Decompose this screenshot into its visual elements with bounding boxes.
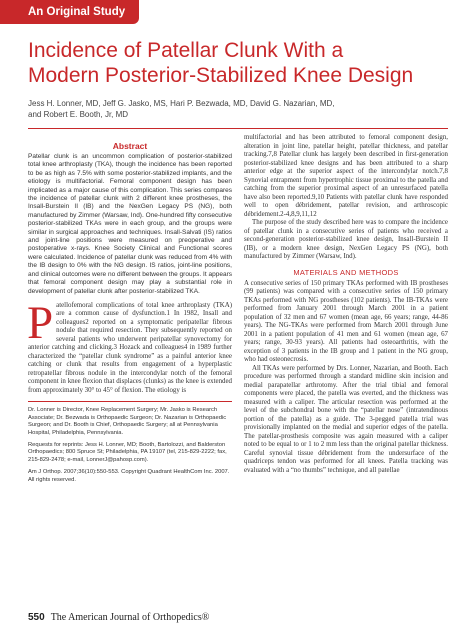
intro-section <box>27 296 232 396</box>
header-divider <box>28 128 448 129</box>
drop-cap: P <box>27 296 54 349</box>
page-footer <box>28 612 209 623</box>
body-paragraph: All TKAs were performed by Drs. Lonner, Nazarian, and Booth. Each procedure was performed through a standard midline skin incision and medial parapatellar arthrotomy. After the trial tibial and femoral components were placed, the patella was everted, and the thickness was measured with a caliper. The articular resection was performed at the level of the subchondral bone with the “patellar nose” (intratendinous portion of the patella) as a guide. The 3-pegged patella trial was provisionally implanted on the medial and superior edges of the patella. The patellar-prosthesis composite was again measured with a caliper noted to be equal to or 1 to 2 mm less than the original patellar thickness. Careful synovial tissue débridement from the undersurface of the quadriceps tendon was performed for all knees. Patella tracking was evaluated with a “no thumbs” technique, and all patellae <box>244 364 448 474</box>
page-number: 550 <box>28 612 45 623</box>
abstract-heading: Abstract <box>112 141 148 151</box>
body-paragraph: A consecutive series of 150 primary TKAs performed with IB prostheses (99 patients) was compared with a consecutive series of 150 primary TKAs performed with NG prostheses (102 patients). The IB-TKAs were performed from January 2001 through March 2001 in a patient population of 32 men and 67 women (mean age, 66 years; range, 44-86 years). The NG-TKAs were performed from March 2001 through June 2001 in a patient population of 41 men and 61 women (mean age, 67 years; range, 30-93 years). All patients had osteoarthritis, with the exception of 3 patients in the IB group and 1 patient in the NG group, who had osteonecrosis. <box>244 279 448 363</box>
body-paragraph: The purpose of the study described here was to compare the incidence of patellar clunk in a consecutive series of patients who received a second-generation posterior-stabilized knee design, Insall-Burstein II (IB), or a modern knee design, NexGen Legacy PS (NG), both manufactured by Zimmer (Warsaw, Ind). <box>244 219 448 260</box>
title-line: Incidence of Patellar Clunk With a <box>28 39 344 62</box>
affiliations-block <box>28 407 232 484</box>
citation-note: Am J Orthop. 2007;36(10):550-553. Copyright Quadrant HealthCom Inc. 2007. All rights reserved. <box>28 469 230 483</box>
abstract-body <box>28 153 232 296</box>
journal-name: The American Journal of Orthopedics® <box>50 612 210 623</box>
title-line: Modern Posterior-Stabilized Knee Design <box>28 64 414 87</box>
article-title <box>28 38 448 88</box>
body-paragraph: multifactorial and has been attributed to femoral component design, alteration in joint line, patellar height, patellar thickness, and patellar tracking.7,8 Patellar clunk has largely been described in first-generation posterior-stabilized knee designs and has been attributed to a sharp anterior edge at the superior aspect of the intercondylar notch.7,8 Synovial entrapment from hypertrophic tissue proximal to the patella and catching from the superior proximal aspect of an unresurfaced patella have also been reported.9,10 Patients with patellar clunk have responded well to open débridement, patellar revision, and arthroscopic débridement.2-4,8,9,11,12 <box>244 134 448 218</box>
affiliation-note: Dr. Lonner is Director, Knee Replacement Surgery; Mr. Jasko is Research Associate; Dr. Bezwada is Orthopaedic Surgeon; Dr. Nazarian is Orthopaedic Surgeon; and Dr. Booth is Chief, Orthopaedic Surgery; all at Pennsylvania Hospital, Philadelphia, Pennsylvania. <box>28 407 227 436</box>
affiliation-divider <box>28 401 232 402</box>
article-type-tag: An Original Study <box>0 0 139 24</box>
author-list <box>28 98 358 120</box>
left-column <box>28 136 232 489</box>
abstract-text: Patellar clunk is an uncommon complication of posterior-stabilized total knee arthroplasty (TKA), though the incidence has been reported to be as high as 7.5% with some posterior-stabilized implants, and the etiology is multifactorial. Femoral component design has been implicated as a major cause of this complication. This series compares the incidence of patellar clunk with 2 different knee prostheses, the Insall-Burstein II (IB) and the NexGen Legacy PS (NG), both manufactured by Zimmer (Warsaw, Ind). One-hundred fifty consecutive posterior-stabilized TKAs were in each group, and the groups were similar in surgical approaches and techniques. Insall-Salvati (IS) ratios and joint-line positions were measured on preoperative and postoperative x-rays. Knee Society Clinical and Functional scores were calculated. Incidence of patellar clunk was reduced from 4% with the IB design to 0% with the NG design. IS ratios, joint-line positions, and clinical outcomes were no different between the groups. It appears that femoral component design may play a substantial role in development of patellar clunk after posterior-stabilized TKA. <box>28 153 232 295</box>
intro-paragraph: atellofemoral complications of total knee arthroplasty (TKA) are a common cause of dysfunction.1 In 1982, Insall and colleagues2 reported on a symptomatic peripatellar fibrous nodule that required resection. They subsequently reported on several patients who underwent peripatellar synovectomy for anterior catching and clicking.3 Hozack and colleagues4 in 1989 further characterized the “patellar clunk syndrome” as a painful anterior knee catching or clunk that results from engagement of a hyperplastic retropatellar fibrous nodule in the intercondylar notch of the femoral component in knee flexion that displaces (clunks) as the knee is extended from approximately 30° to 45° of flexion. The etiology is <box>28 301 232 394</box>
reprint-request: Requests for reprints: Jess H. Lonner, MD; Booth, Bartolozzi, and Balderston Orthopaedics; 800 Spruce St; Philadelphia, PA 19107 (tel, 215-829-2222; fax, 215-829-2478; e-mail, LonnerJ@pahosp.com). <box>28 442 227 463</box>
author-line: Jess H. Lonner, MD, Jeff G. Jasko, MS, Hari P. Bezwada, MD, David G. Nazarian, MD, <box>28 99 335 108</box>
author-line: and Robert E. Booth, Jr, MD <box>28 110 129 119</box>
section-heading: MATERIALS AND METHODS <box>293 267 399 277</box>
right-column <box>244 134 448 475</box>
